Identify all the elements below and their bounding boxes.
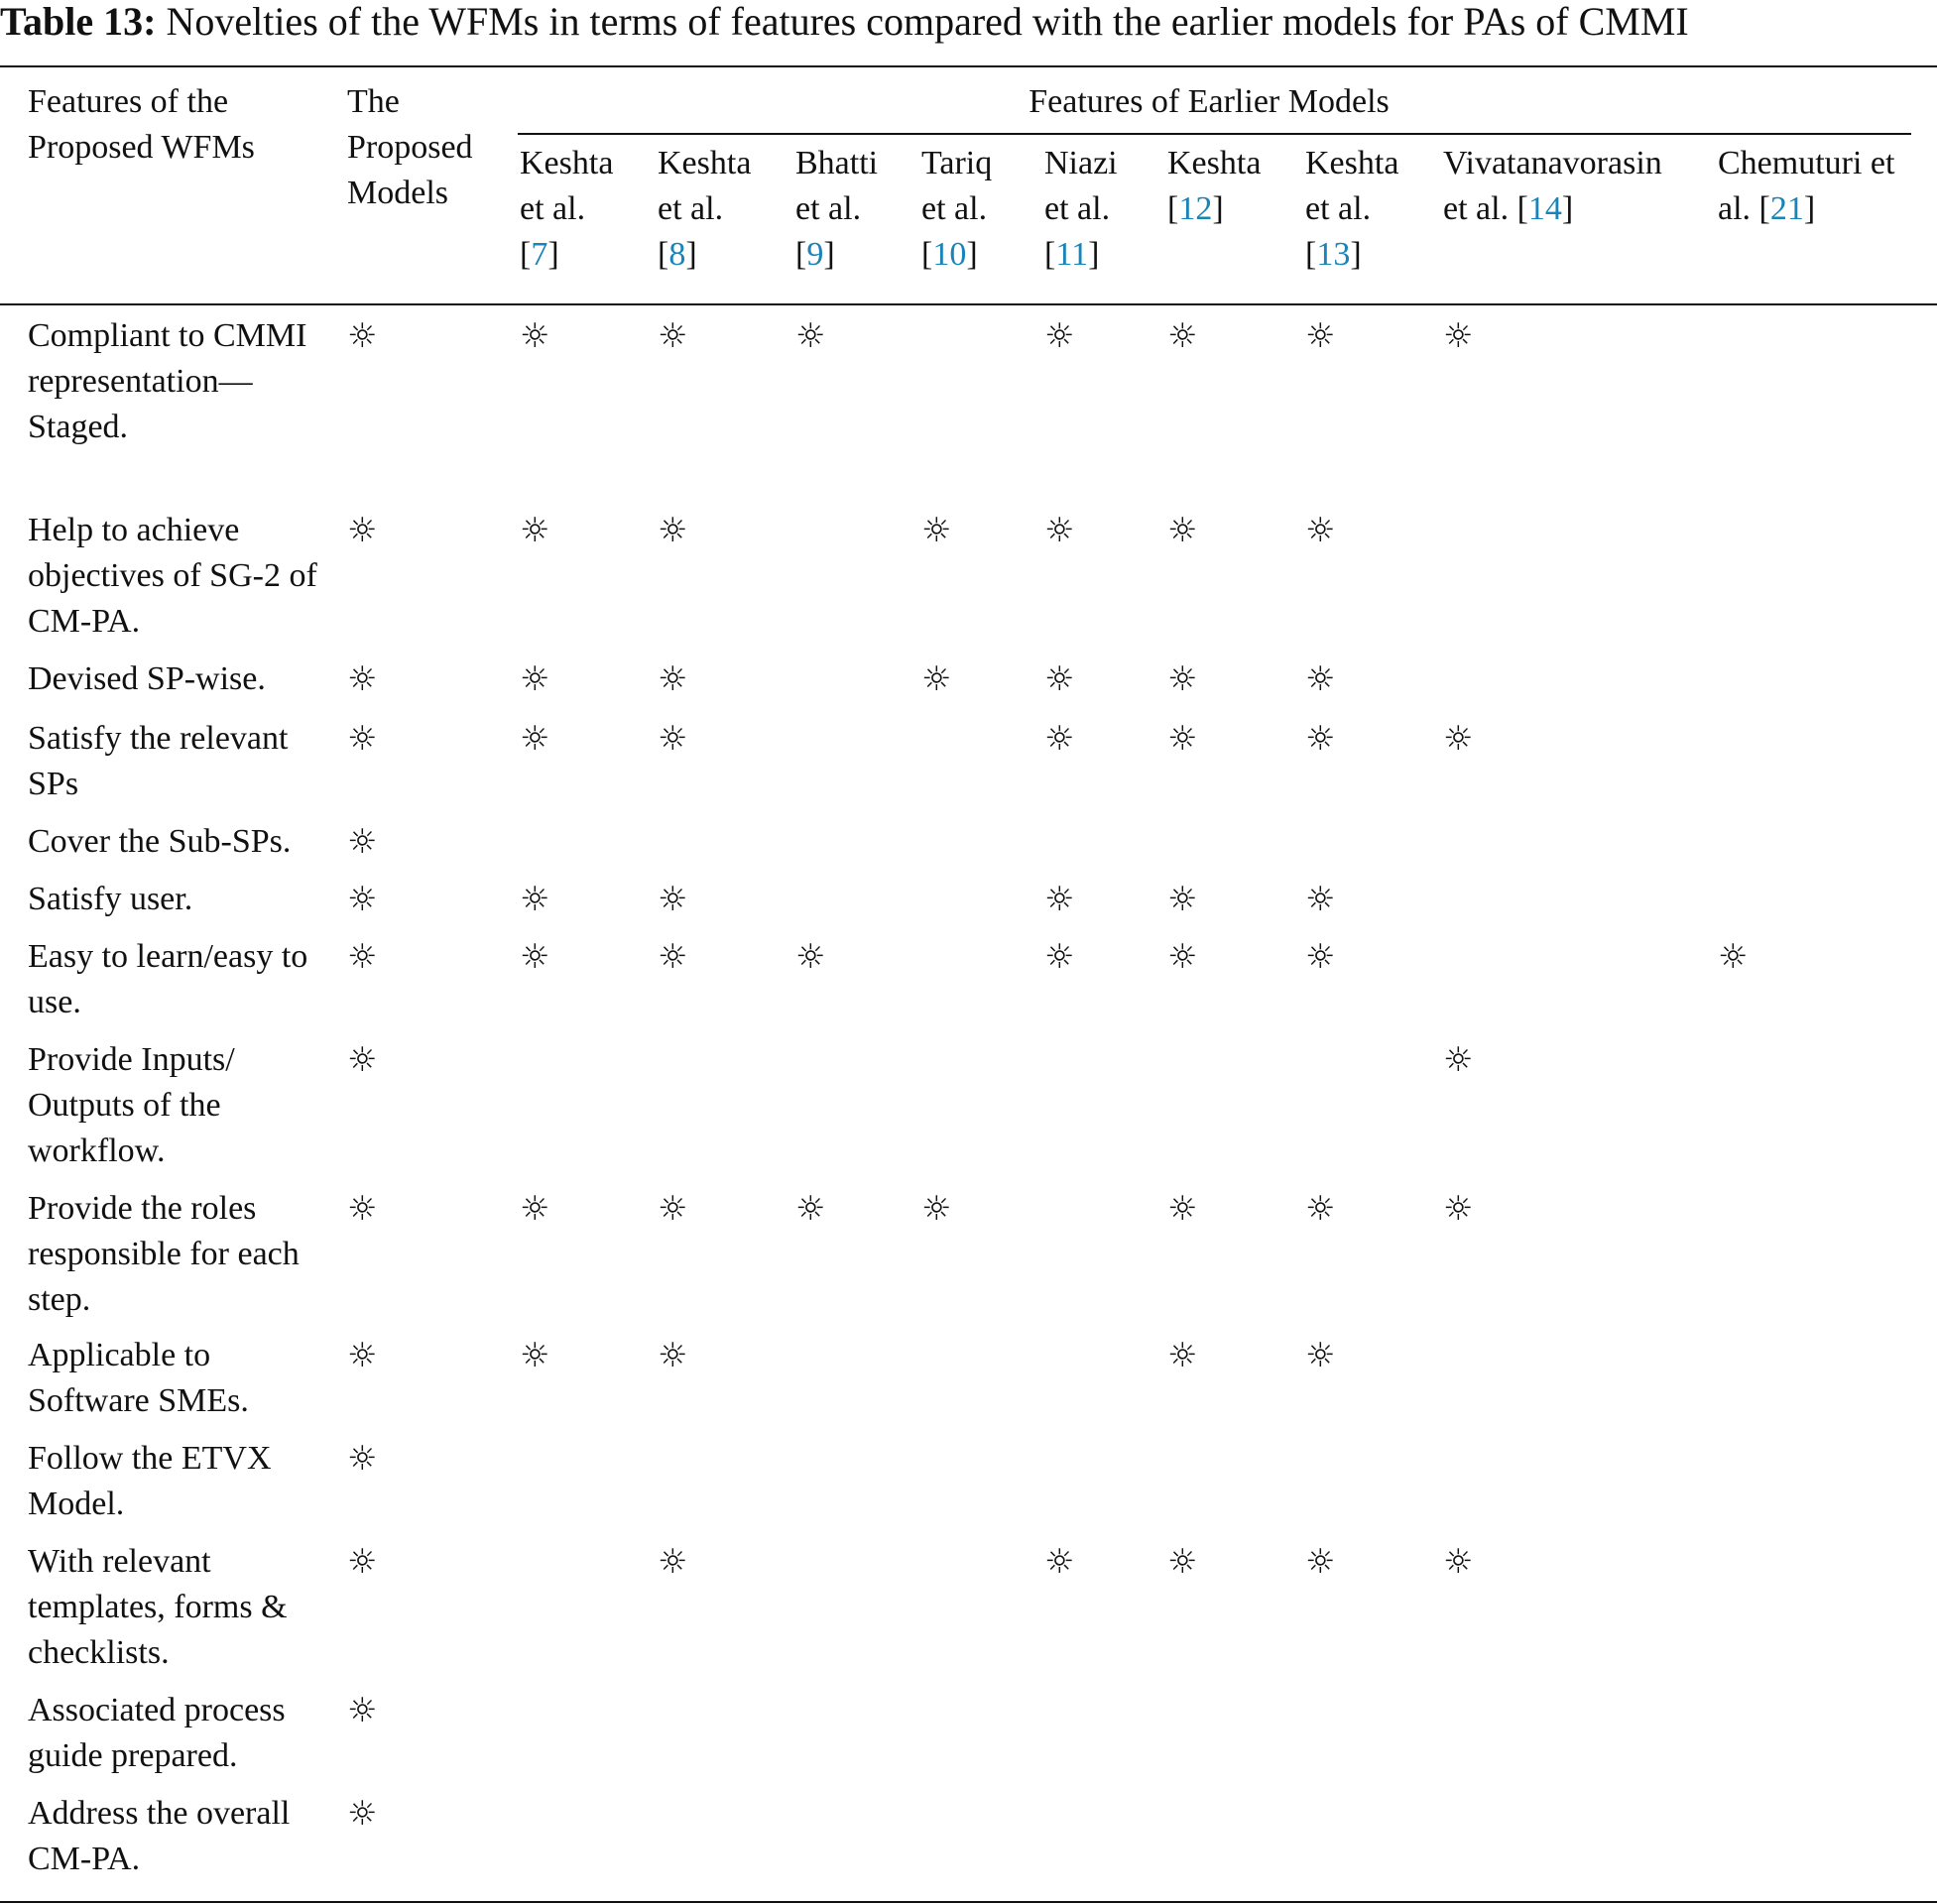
mark-cell (506, 299, 644, 508)
model-header: Keshta et al. [7] (520, 144, 614, 273)
feature-cell: Applicable to Software SMEs. (28, 1337, 249, 1419)
sun-mark-icon: ☼ (520, 719, 550, 759)
table-row (14, 819, 1912, 877)
mark-cell (1291, 299, 1429, 508)
mark-cell (1704, 656, 1912, 716)
mark-cell (1291, 1791, 1429, 1894)
sun-mark-icon: ☼ (658, 937, 688, 977)
model-name: Bhatti et al. (795, 144, 879, 227)
mark-cell (782, 1333, 908, 1436)
mark-cell (333, 934, 506, 1037)
sun-mark-icon: ☼ (347, 880, 378, 919)
mark-cell (1704, 1791, 1912, 1894)
mark-cell (644, 1539, 782, 1688)
caption-label: Table 13: (0, 0, 157, 44)
model-reference-link[interactable]: 11 (1055, 235, 1089, 273)
mark-cell (1291, 877, 1429, 934)
sun-mark-icon: ☼ (347, 1691, 378, 1730)
mark-cell (1291, 819, 1429, 877)
mark-cell (908, 1791, 1030, 1894)
table-row (14, 1333, 1912, 1436)
table-row (14, 1791, 1912, 1894)
mark-cell (782, 1688, 908, 1791)
mark-cell (644, 1688, 782, 1791)
mark-cell (333, 819, 506, 877)
sun-mark-icon: ☼ (347, 937, 378, 977)
sun-mark-icon: ☼ (1305, 316, 1336, 356)
mark-cell (644, 656, 782, 716)
mark-cell (644, 299, 782, 508)
table-row (14, 1186, 1912, 1333)
feature-cell: Associated process guide prepared. (28, 1692, 286, 1774)
mark-cell (1429, 716, 1704, 819)
sun-mark-icon: ☼ (658, 659, 688, 699)
mark-cell (1291, 1186, 1429, 1333)
mark-cell (1153, 299, 1291, 508)
sun-mark-icon: ☼ (658, 1336, 688, 1375)
sun-mark-icon: ☼ (795, 316, 826, 356)
sun-mark-icon: ☼ (658, 1189, 688, 1229)
mark-cell (1704, 508, 1912, 656)
caption-text: Novelties of the WFMs in terms of features compared with the earlier models for PAs of CMMI (166, 0, 1689, 44)
mark-cell (1291, 934, 1429, 1037)
sun-mark-icon: ☼ (1443, 1040, 1474, 1080)
model-name: Tariq et al. (921, 144, 993, 227)
sun-mark-icon: ☼ (520, 659, 550, 699)
mark-cell (908, 299, 1030, 508)
sun-mark-icon: ☼ (1443, 316, 1474, 356)
sun-mark-icon: ☼ (1305, 1542, 1336, 1582)
table-row (14, 877, 1912, 934)
mark-cell (1704, 819, 1912, 877)
table-row (14, 299, 1912, 508)
mark-cell (1429, 1333, 1704, 1436)
sun-mark-icon: ☼ (1305, 1189, 1336, 1229)
mark-cell (1153, 877, 1291, 934)
model-header: Niazi et al. [11] (1044, 144, 1118, 273)
mark-cell (1704, 1037, 1912, 1186)
mark-cell (1704, 1539, 1912, 1688)
mark-cell (1429, 1037, 1704, 1186)
mark-cell (908, 656, 1030, 716)
table-row (14, 716, 1912, 819)
sun-mark-icon: ☼ (1167, 937, 1198, 977)
mark-cell (1429, 1539, 1704, 1688)
mark-cell (333, 1539, 506, 1688)
mark-cell (506, 1539, 644, 1688)
mark-cell (1030, 934, 1153, 1037)
mark-cell (908, 1037, 1030, 1186)
mark-cell (333, 508, 506, 656)
sun-mark-icon: ☼ (347, 659, 378, 699)
mark-cell (1153, 1333, 1291, 1436)
mark-cell (506, 1688, 644, 1791)
mark-cell (782, 1037, 908, 1186)
mark-cell (644, 1791, 782, 1894)
mark-cell (1030, 656, 1153, 716)
mark-cell (1291, 1436, 1429, 1539)
mark-cell (1429, 1791, 1704, 1894)
mark-cell (1704, 299, 1912, 508)
mark-cell (1429, 1688, 1704, 1791)
mark-cell (1704, 716, 1912, 819)
table-row (14, 1688, 1912, 1791)
mark-cell (1704, 1186, 1912, 1333)
mark-cell (333, 299, 506, 508)
mark-cell (908, 716, 1030, 819)
sun-mark-icon: ☼ (795, 937, 826, 977)
mark-cell (506, 819, 644, 877)
model-reference-link[interactable]: 9 (806, 235, 824, 273)
model-reference-link[interactable]: 14 (1527, 189, 1562, 227)
mark-cell (1429, 508, 1704, 656)
mark-cell (908, 508, 1030, 656)
model-reference-link[interactable]: 10 (932, 235, 967, 273)
mark-cell (1030, 1791, 1153, 1894)
feature-cell: Cover the Sub-SPs. (28, 823, 292, 860)
mark-cell (1704, 1436, 1912, 1539)
sun-mark-icon: ☼ (921, 659, 952, 699)
mark-cell (1291, 1539, 1429, 1688)
sun-mark-icon: ☼ (1443, 719, 1474, 759)
model-name: Keshta (1167, 144, 1262, 181)
sun-mark-icon: ☼ (1044, 880, 1075, 919)
sun-mark-icon: ☼ (658, 719, 688, 759)
mark-cell (644, 1436, 782, 1539)
sun-mark-icon: ☼ (347, 316, 378, 356)
mark-cell (1704, 934, 1912, 1037)
sun-mark-icon: ☼ (1044, 511, 1075, 550)
feature-cell: Devised SP-wise. (28, 660, 266, 697)
model-header: Keshta et al. [13] (1305, 144, 1399, 273)
mark-cell (782, 1186, 908, 1333)
sun-mark-icon: ☼ (1305, 880, 1336, 919)
sun-mark-icon: ☼ (921, 1189, 952, 1229)
mark-cell (1429, 1436, 1704, 1539)
sun-mark-icon: ☼ (1044, 316, 1075, 356)
mark-cell (1429, 1186, 1704, 1333)
sun-mark-icon: ☼ (1305, 719, 1336, 759)
mark-cell (1030, 1333, 1153, 1436)
mark-cell (1153, 1539, 1291, 1688)
table-row (14, 934, 1912, 1037)
mark-cell (1429, 656, 1704, 716)
mark-cell (1153, 716, 1291, 819)
mark-cell (1153, 1037, 1291, 1186)
table-head (14, 79, 1912, 299)
sun-mark-icon: ☼ (347, 1189, 378, 1229)
mark-cell (1429, 877, 1704, 934)
model-header: Keshta et al. [8] (658, 144, 752, 273)
mark-cell (1291, 656, 1429, 716)
group-header-row (14, 79, 1912, 141)
table-row (14, 1436, 1912, 1539)
sun-mark-icon: ☼ (1044, 937, 1075, 977)
model-name: Vivatanavorasin et al. (1443, 144, 1662, 227)
sun-mark-icon: ☼ (347, 1794, 378, 1834)
sun-mark-icon: ☼ (347, 822, 378, 862)
model-name: Keshta et al. (658, 144, 752, 227)
sun-mark-icon: ☼ (1167, 1542, 1198, 1582)
mark-cell (1429, 819, 1704, 877)
sun-mark-icon: ☼ (1167, 1336, 1198, 1375)
model-reference-link[interactable]: 8 (668, 235, 686, 273)
sun-mark-icon: ☼ (658, 316, 688, 356)
model-name: Niazi et al. (1044, 144, 1118, 227)
sun-mark-icon: ☼ (1305, 937, 1336, 977)
mark-cell (1291, 508, 1429, 656)
sun-mark-icon: ☼ (1305, 511, 1336, 550)
sun-mark-icon: ☼ (795, 1189, 826, 1229)
mark-cell (782, 1539, 908, 1688)
sun-mark-icon: ☼ (347, 511, 378, 550)
mark-cell (1030, 1037, 1153, 1186)
mark-cell (1030, 299, 1153, 508)
sun-mark-icon: ☼ (520, 511, 550, 550)
table-row (14, 1037, 1912, 1186)
mark-cell (333, 716, 506, 819)
feature-cell: Address the overall CM-PA. (28, 1795, 291, 1877)
mark-cell (1291, 716, 1429, 819)
sun-mark-icon: ☼ (1443, 1189, 1474, 1229)
mark-cell (1153, 508, 1291, 656)
mark-cell (506, 877, 644, 934)
mark-cell (1429, 934, 1704, 1037)
table-row (14, 1539, 1912, 1688)
sun-mark-icon: ☼ (658, 1542, 688, 1582)
mark-cell (1030, 877, 1153, 934)
mark-cell (1030, 716, 1153, 819)
sun-mark-icon: ☼ (347, 1040, 378, 1080)
model-name: Keshta et al. (520, 144, 614, 227)
proposed-column-header: The Proposed Models (347, 83, 473, 211)
mark-cell (782, 934, 908, 1037)
mark-cell (1153, 934, 1291, 1037)
mark-cell (1030, 1436, 1153, 1539)
sun-mark-icon: ☼ (347, 719, 378, 759)
model-header: Tariq et al. [10] (921, 144, 993, 273)
sun-mark-icon: ☼ (520, 1336, 550, 1375)
mark-cell (333, 1436, 506, 1539)
mark-cell (782, 716, 908, 819)
sun-mark-icon: ☼ (520, 316, 550, 356)
mark-cell (1030, 1186, 1153, 1333)
mark-cell (1704, 1688, 1912, 1791)
model-header: Chemuturi et al. [21] (1718, 144, 1895, 227)
mark-cell (644, 877, 782, 934)
mark-cell (1704, 877, 1912, 934)
model-reference-link[interactable]: 7 (531, 235, 548, 273)
mark-cell (1429, 299, 1704, 508)
mark-cell (644, 1037, 782, 1186)
mark-cell (333, 1791, 506, 1894)
mark-cell (1153, 1791, 1291, 1894)
mark-cell (333, 1333, 506, 1436)
mark-cell (644, 819, 782, 877)
model-reference-link[interactable]: 13 (1316, 235, 1351, 273)
sun-mark-icon: ☼ (347, 1336, 378, 1375)
mark-cell (1153, 819, 1291, 877)
mark-cell (1030, 1688, 1153, 1791)
model-reference-link[interactable]: 21 (1769, 189, 1804, 227)
mark-cell (644, 1186, 782, 1333)
mark-cell (782, 299, 908, 508)
sun-mark-icon: ☼ (347, 1439, 378, 1479)
mark-cell (333, 1186, 506, 1333)
sun-mark-icon: ☼ (1167, 719, 1198, 759)
mark-cell (782, 508, 908, 656)
mark-cell (506, 1436, 644, 1539)
feature-cell: Satisfy user. (28, 881, 193, 917)
table-caption (0, 0, 1937, 44)
comparison-table (14, 79, 1912, 1894)
sun-mark-icon: ☼ (1167, 1189, 1198, 1229)
mark-cell (908, 1186, 1030, 1333)
feature-cell: Satisfy the relevant SPs (28, 720, 289, 802)
mark-cell (1153, 1186, 1291, 1333)
mark-cell (1153, 656, 1291, 716)
sun-mark-icon: ☼ (1305, 659, 1336, 699)
sun-mark-icon: ☼ (1044, 659, 1075, 699)
model-name: Chemuturi et al. (1718, 144, 1895, 227)
model-header: Bhatti et al. [9] (795, 144, 879, 273)
mark-cell (1291, 1688, 1429, 1791)
sun-mark-icon: ☼ (1167, 316, 1198, 356)
bottom-rule (0, 1901, 1937, 1903)
mark-cell (506, 1037, 644, 1186)
mark-cell (908, 1333, 1030, 1436)
mark-cell (908, 877, 1030, 934)
mark-cell (644, 716, 782, 819)
sun-mark-icon: ☼ (658, 880, 688, 919)
mark-cell (1030, 819, 1153, 877)
mark-cell (644, 1333, 782, 1436)
mark-cell (1030, 1539, 1153, 1688)
sun-mark-icon: ☼ (1443, 1542, 1474, 1582)
feature-cell: Provide the roles responsible for each step. (28, 1190, 300, 1318)
feature-cell: Compliant to CMMI representation—Staged. (28, 317, 307, 445)
model-reference-link[interactable]: 12 (1178, 189, 1213, 227)
model-header: Keshta [12] (1167, 144, 1262, 227)
feature-cell: Help to achieve objectives of SG-2 of CM-PA. (28, 512, 317, 640)
sun-mark-icon: ☼ (1167, 511, 1198, 550)
mark-cell (644, 508, 782, 656)
sun-mark-icon: ☼ (1044, 719, 1075, 759)
mark-cell (506, 934, 644, 1037)
feature-column-header: Features of the Proposed WFMs (28, 83, 255, 166)
mark-cell (506, 1186, 644, 1333)
feature-cell: With relevant templates, forms & checklists. (28, 1543, 288, 1671)
model-header: Vivatanavorasin et al. [14] (1443, 144, 1662, 227)
mark-cell (333, 656, 506, 716)
top-rule (0, 65, 1937, 67)
feature-cell: Easy to learn/easy to use. (28, 938, 308, 1020)
mark-cell (506, 656, 644, 716)
sun-mark-icon: ☼ (520, 937, 550, 977)
sun-mark-icon: ☼ (520, 1189, 550, 1229)
mark-cell (908, 1688, 1030, 1791)
mark-cell (782, 1791, 908, 1894)
table-row (14, 656, 1912, 716)
mark-cell (644, 934, 782, 1037)
mark-cell (333, 1688, 506, 1791)
earlier-models-header: Features of Earlier Models (1029, 83, 1390, 120)
mark-cell (782, 656, 908, 716)
mark-cell (1291, 1037, 1429, 1186)
mark-cell (1153, 1436, 1291, 1539)
mark-cell (333, 877, 506, 934)
mark-cell (1030, 508, 1153, 656)
sun-mark-icon: ☼ (1305, 1336, 1336, 1375)
sun-mark-icon: ☼ (1167, 659, 1198, 699)
model-name: Keshta et al. (1305, 144, 1399, 227)
mark-cell (506, 508, 644, 656)
sun-mark-icon: ☼ (1044, 1542, 1075, 1582)
mark-cell (782, 819, 908, 877)
mark-cell (506, 716, 644, 819)
mark-cell (1704, 1333, 1912, 1436)
feature-cell: Provide Inputs/ Outputs of the workflow. (28, 1041, 235, 1169)
feature-cell: Follow the ETVX Model. (28, 1440, 272, 1522)
table-body (14, 299, 1912, 1894)
mark-cell (908, 819, 1030, 877)
mark-cell (908, 934, 1030, 1037)
mark-cell (1291, 1333, 1429, 1436)
mark-cell (908, 1539, 1030, 1688)
sun-mark-icon: ☼ (347, 1542, 378, 1582)
mark-cell (506, 1333, 644, 1436)
mark-cell (782, 1436, 908, 1539)
mark-cell (506, 1791, 644, 1894)
sun-mark-icon: ☼ (658, 511, 688, 550)
mark-cell (782, 877, 908, 934)
mark-cell (908, 1436, 1030, 1539)
table-row (14, 508, 1912, 656)
mark-cell (333, 1037, 506, 1186)
mark-cell (1153, 1688, 1291, 1791)
sun-mark-icon: ☼ (520, 880, 550, 919)
sun-mark-icon: ☼ (1167, 880, 1198, 919)
sun-mark-icon: ☼ (1718, 937, 1749, 977)
sun-mark-icon: ☼ (921, 511, 952, 550)
